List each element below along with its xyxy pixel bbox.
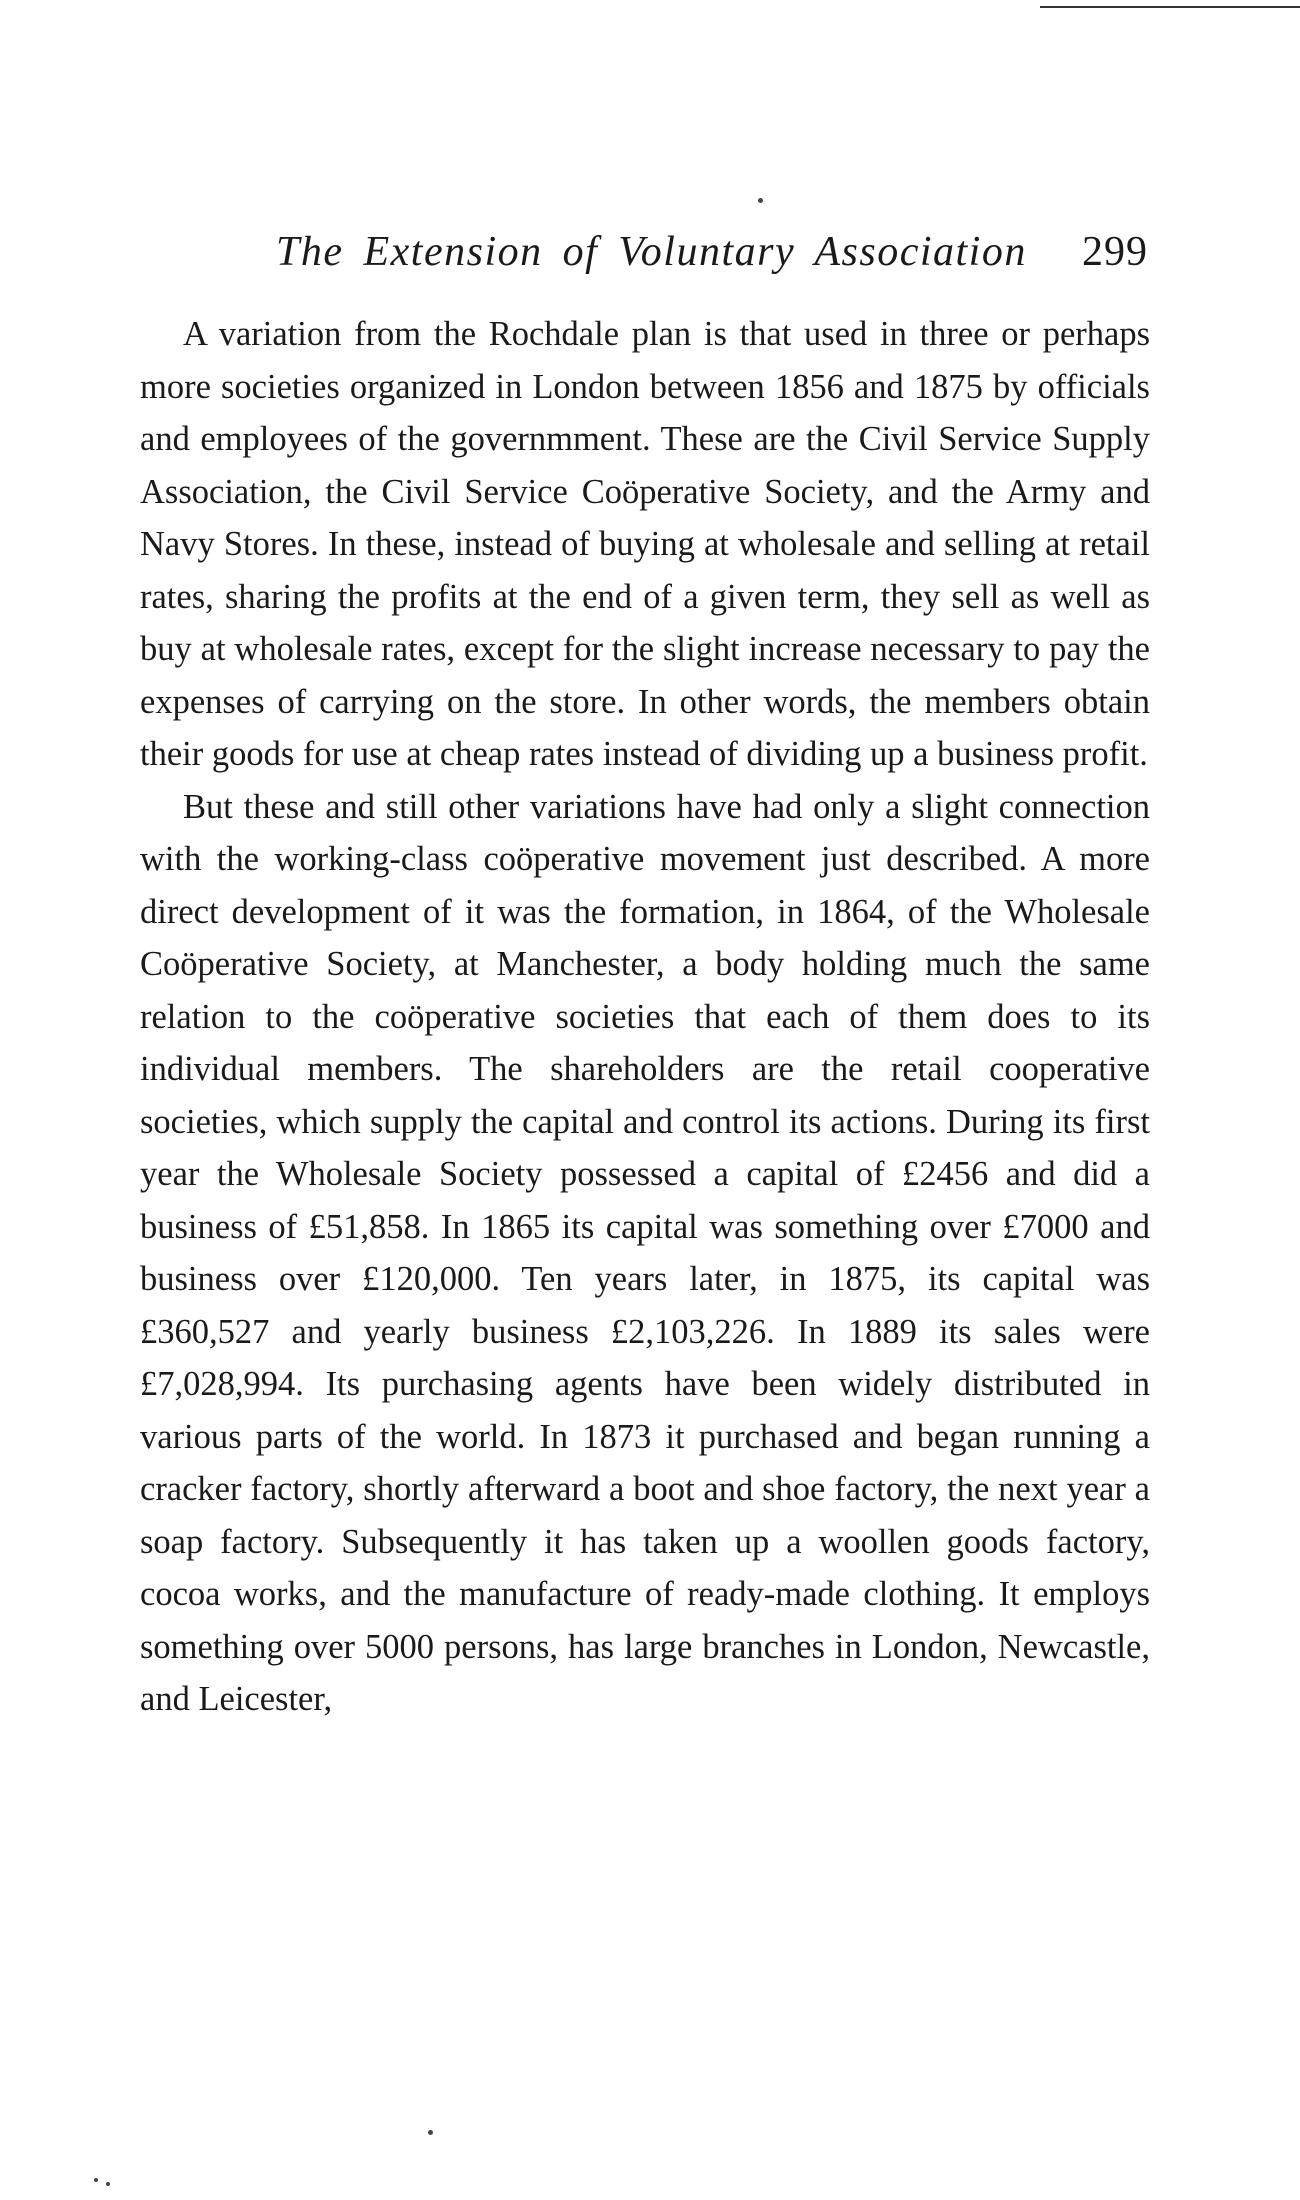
page-number: 299 xyxy=(1082,229,1148,275)
body-text xyxy=(140,308,1150,1726)
page-header xyxy=(140,228,1160,284)
paragraph-rochdale-variation: A variation from the Rochdale plan is that used in three or perhaps more societies organized in London between 1856 and 1875 by officials and employees of the governmment. These are the Civil Service Supply Association, the Civil Service Coöperative Society, and the Army and Navy Stores. In these, instead of buying at wholesale and selling at retail rates, sharing the profits at the end of a given term, they sell as well as buy at wholesale rates, except for the slight increase necessary to pay the expenses of carrying on the store. In other words, the members obtain their goods for use at cheap rates instead of dividing up a business profit. xyxy=(140,315,1150,773)
paragraph-wholesale-society: But these and still other variations have had only a slight connection with the working-class coöperative movement just described. A more direct development of it was the formation, in 1864, of the Wholesale Coöperative Society, at Manchester, a body holding much the same relation to the coöperative societies that each of them does to its individual members. The shareholders are the retail cooperative societies, which supply the capital and control its actions. During its first year the Wholesale Society possessed a capital of £2456 and did a business of £51,858. In 1865 its capital was something over £7000 and business over £120,000. Ten years later, in 1875, its capital was £360,527 and yearly business £2,103,226. In 1889 its sales were £7,028,994. Its purchasing agents have been widely distributed in various parts of the world. In 1873 it purchased and began running a cracker factory, shortly afterward a boot and shoe factory, the next year a soap factory. Subsequently it has taken up a woollen goods factory, cocoa works, and the manufacture of ready-made clothing. It employs something over 5000 persons, has large branches in London, Newcastle, and Leicester, xyxy=(140,787,1150,1718)
top-edge-rule xyxy=(1040,6,1300,8)
running-title: The Extension of Voluntary Association xyxy=(276,229,1027,275)
